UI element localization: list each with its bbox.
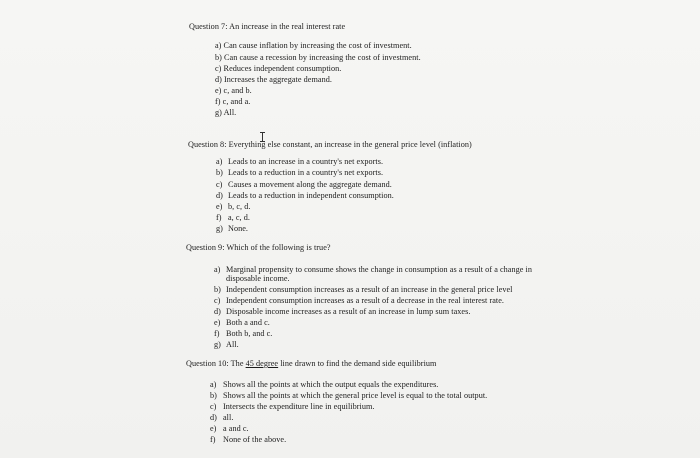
option-label: b) — [210, 391, 217, 400]
option-text: Both b, and c. — [226, 329, 273, 338]
option-text: None. — [228, 224, 249, 233]
option-text: Shows all the points at which the general price level is equal to the total output. — [223, 391, 488, 400]
option-text: a and c. — [223, 424, 249, 433]
option-text: Marginal propensity to consume shows the change in consumption as a result of a change in — [226, 265, 533, 274]
option-label: b) — [216, 168, 223, 177]
question-title: Question 8: Everything else constant, an increase in the general price level (inflation) — [188, 140, 472, 149]
option-label: g) — [214, 340, 221, 349]
option-text: Independent consumption increases as a result of an increase in the general price level — [226, 285, 513, 294]
option-line — [216, 202, 250, 211]
option-label: d) — [216, 191, 223, 200]
option-line: d) Increases the aggregate demand. — [215, 75, 332, 84]
option-line — [210, 435, 286, 444]
option-line: c) Reduces independent consumption. — [215, 64, 342, 73]
option-label: f) — [216, 213, 222, 222]
option-line — [214, 340, 239, 349]
option-text: Shows all the points at which the output equals the expenditures. — [223, 380, 439, 389]
option-line — [214, 296, 504, 305]
option-line: a) Can cause inflation by increasing the cost of investment. — [215, 41, 412, 50]
option-text: Leads to a reduction in a country's net exports. — [228, 168, 384, 177]
option-line — [214, 329, 272, 338]
option-label: d) — [210, 413, 217, 422]
option-text: Independent consumption increases as a result of a decrease in the real interest rate. — [226, 296, 505, 305]
option-label: e) — [214, 318, 221, 327]
option-line: b) Can cause a recession by increasing the cost of investment. — [215, 53, 421, 62]
option-label: a) — [214, 265, 221, 274]
option-label: g) — [216, 224, 223, 233]
option-line — [216, 180, 392, 189]
option-label: e) — [210, 424, 217, 433]
option-line: g) All. — [215, 108, 237, 117]
option-line — [210, 380, 438, 389]
option-line — [216, 213, 250, 222]
option-line — [216, 168, 383, 177]
option-label: d) — [214, 307, 221, 316]
option-label: c) — [216, 180, 223, 189]
question-title — [186, 359, 436, 368]
option-text: Leads to a reduction in independent consumption. — [228, 191, 394, 200]
option-text: None of the above. — [223, 435, 287, 444]
option-line-continued: disposable income. — [226, 274, 290, 283]
option-line — [216, 191, 394, 200]
option-line — [216, 224, 248, 233]
option-text: All. — [226, 340, 239, 349]
question-title-prefix: Question 10: The — [186, 359, 246, 368]
option-label: c) — [214, 296, 221, 305]
option-label: a) — [216, 157, 223, 166]
option-line — [210, 413, 233, 422]
option-label: e) — [216, 202, 223, 211]
option-line — [214, 265, 532, 274]
option-text: all. — [223, 413, 234, 422]
underlined-term: 45 degree — [245, 359, 279, 368]
option-line: e) c, and b. — [215, 86, 252, 95]
option-line — [214, 318, 270, 327]
option-line — [210, 424, 249, 433]
question-title: Question 7: An increase in the real interest rate — [189, 22, 346, 31]
option-line — [216, 157, 383, 166]
question-title: Question 9: Which of the following is true? — [186, 243, 331, 252]
option-line — [210, 402, 375, 411]
option-label: c) — [210, 402, 217, 411]
option-label: f) — [214, 329, 220, 338]
option-text: Causes a movement along the aggregate demand. — [228, 180, 392, 189]
option-text: Leads to an increase in a country's net exports. — [228, 157, 384, 166]
option-line — [214, 285, 512, 294]
option-text: Disposable income increases as a result of an increase in lump sum taxes. — [226, 307, 471, 316]
question-title-suffix: line drawn to find the demand side equilibrium — [278, 359, 437, 368]
option-line: f) c, and a. — [215, 97, 251, 106]
option-text: Intersects the expenditure line in equilibrium. — [223, 402, 375, 411]
option-text: Both a and c. — [226, 318, 270, 327]
option-label: a) — [210, 380, 217, 389]
option-line — [210, 391, 487, 400]
option-text: a, c, d. — [228, 213, 250, 222]
option-text: b, c, d. — [228, 202, 251, 211]
option-label: b) — [214, 285, 221, 294]
option-label: f) — [210, 435, 216, 444]
option-line — [214, 307, 470, 316]
